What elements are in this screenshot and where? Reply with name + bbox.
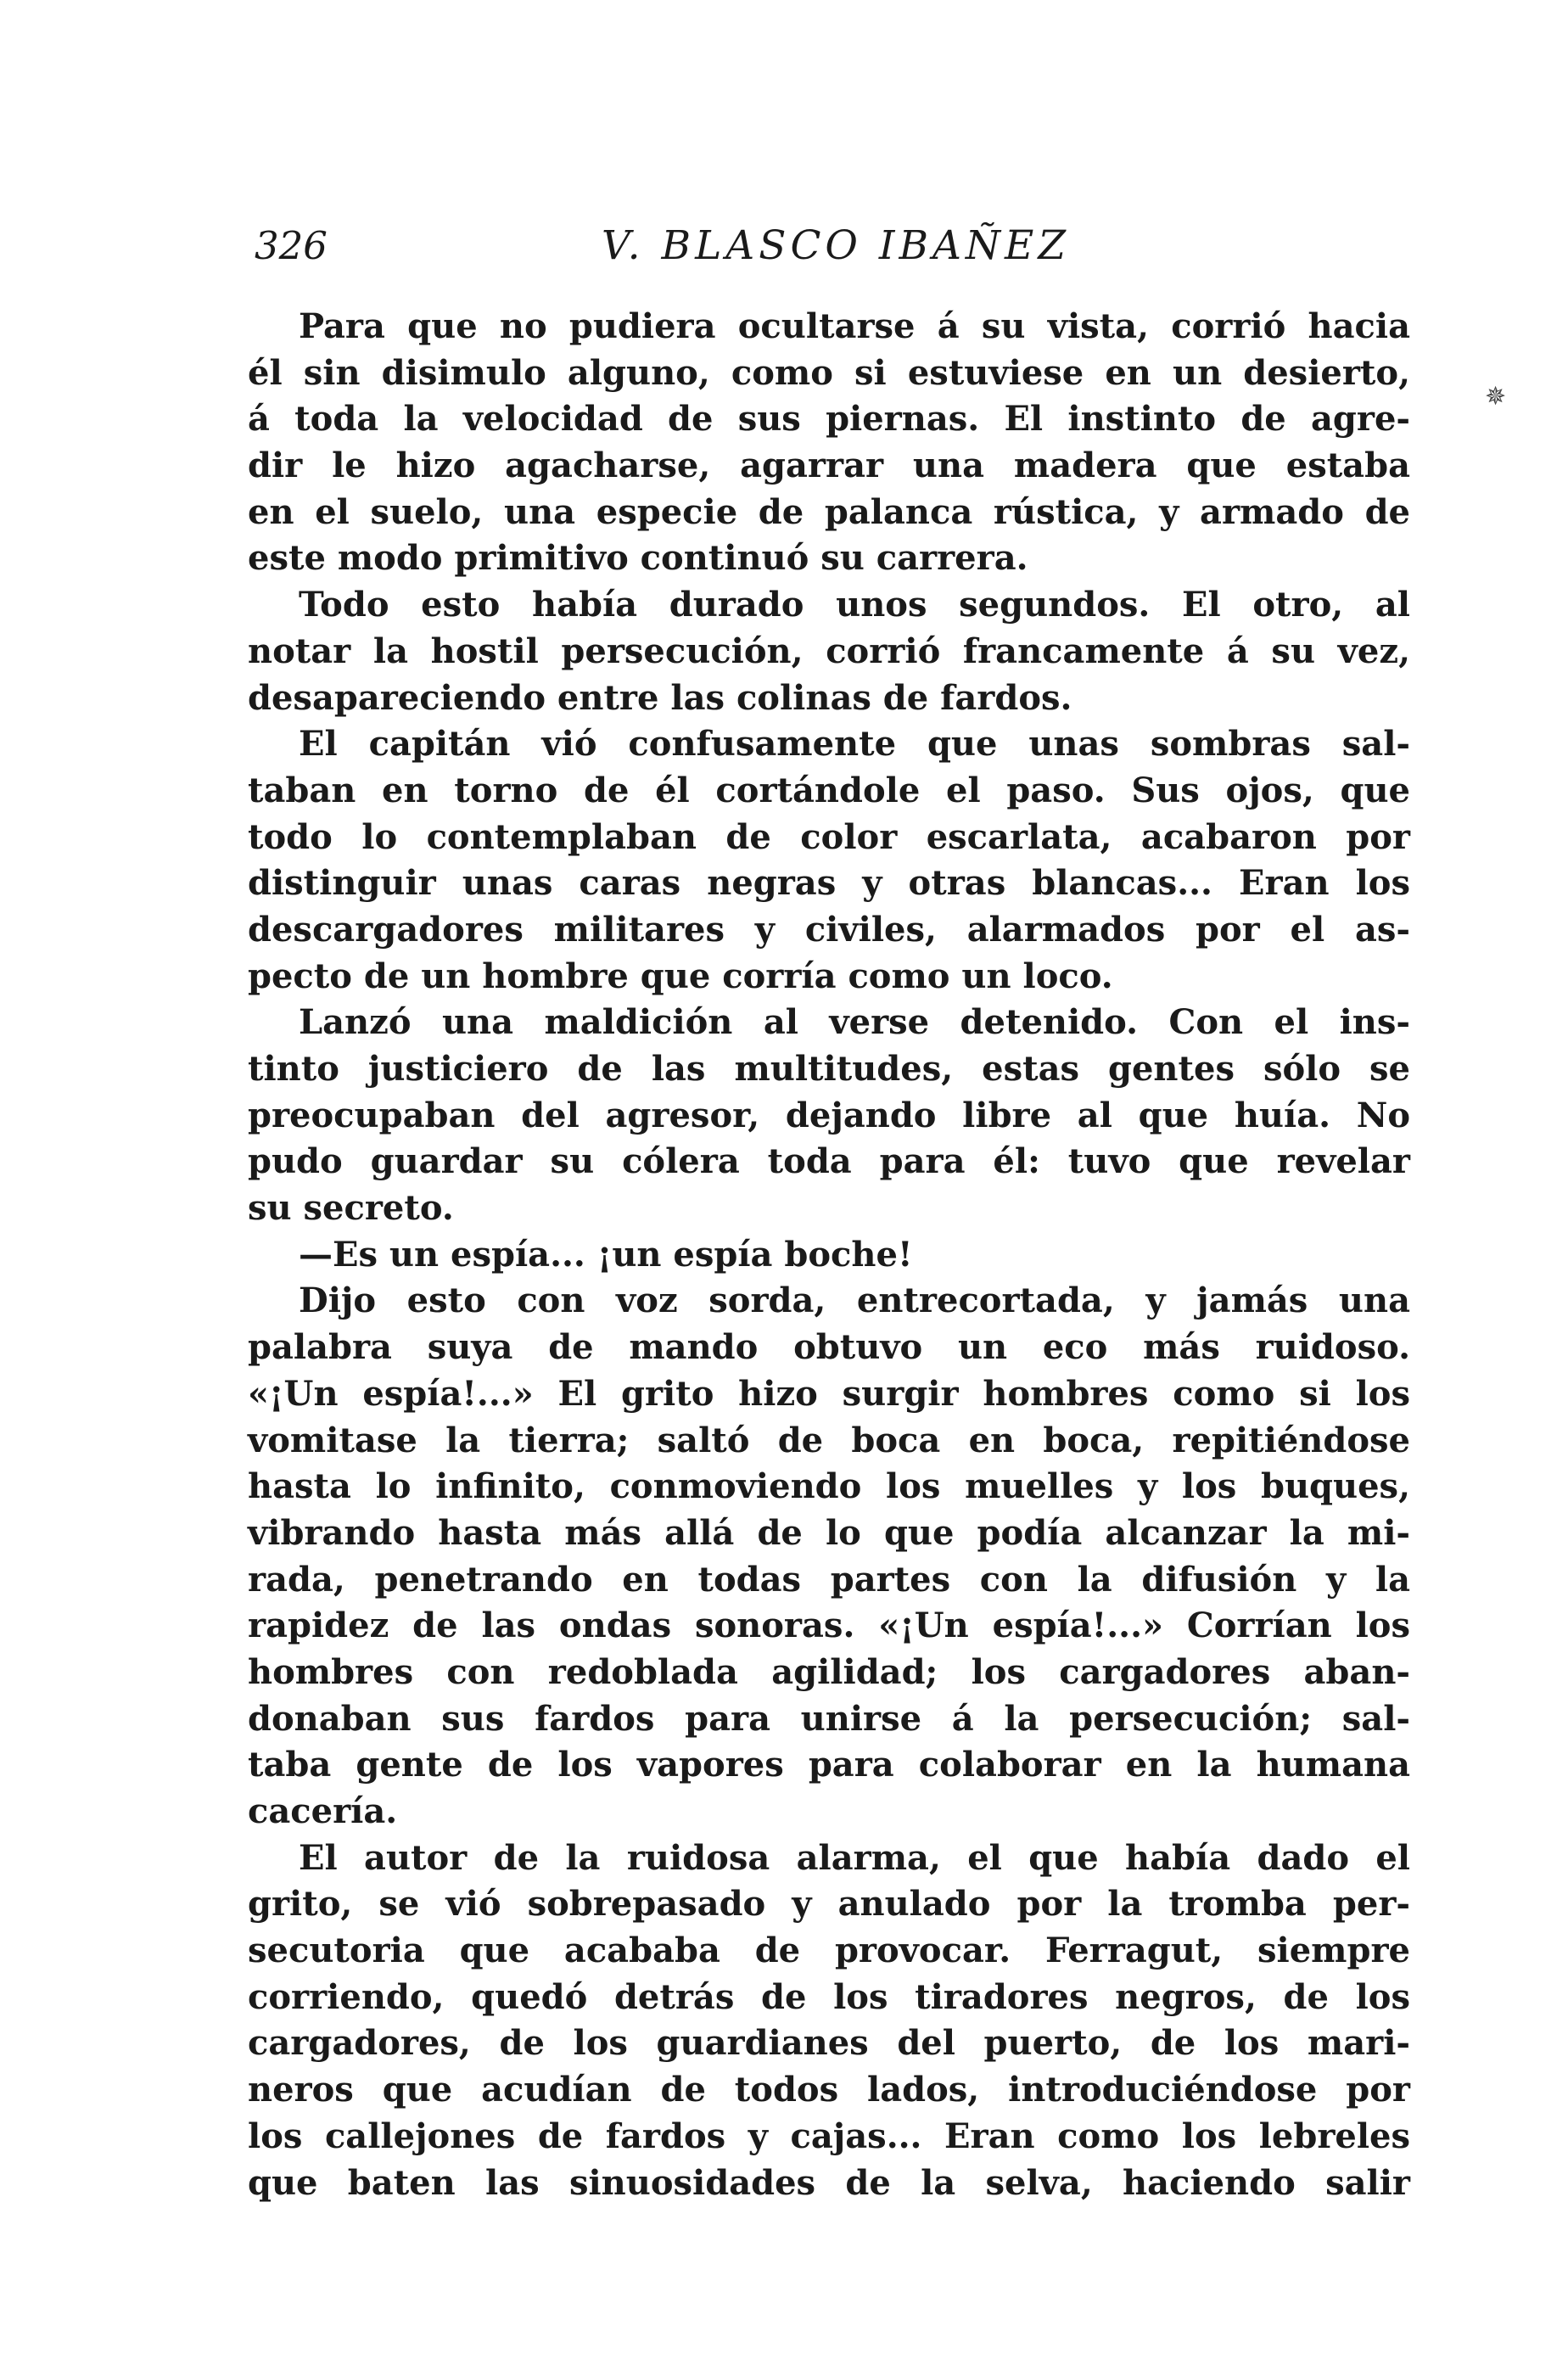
text-line: —Es un espía... ¡un espía boche! <box>299 1234 913 1275</box>
text-line: neros que acudían de todos lados, introduciéndose por <box>248 2070 1410 2110</box>
running-head: V. BLASCO IBAÑEZ <box>601 222 1071 269</box>
text-line: en el suelo, una especie de palanca rústica, y armado de <box>248 491 1410 532</box>
text-line: Todo esto había durado unos segundos. El otro, al <box>299 585 1410 625</box>
text-line: su secreto. <box>248 1188 454 1229</box>
text-line: tinto justiciero de las multitudes, estas gentes sólo se <box>248 1049 1410 1089</box>
text-line: pudo guardar su cólera toda para él: tuvo que revelar <box>248 1141 1410 1182</box>
text-line: distinguir unas caras negras y otras blancas... Eran los <box>248 863 1410 904</box>
text-line: taban en torno de él cortándole el paso. Sus ojos, que <box>248 770 1410 810</box>
text-line: él sin disimulo alguno, como si estuviese en un desierto, <box>248 352 1410 393</box>
text-line: todo lo contemplaban de color escarlata, acabaron por <box>248 816 1410 857</box>
text-line: corriendo, quedó detrás de los tiradores negros, de los <box>248 1976 1410 2017</box>
text-line: taba gente de los vapores para colaborar en la humana <box>248 1745 1410 1785</box>
stray-mark-icon: ✵ <box>1485 382 1507 412</box>
text-line: á toda la velocidad de sus piernas. El instinto de agre- <box>248 399 1410 440</box>
text-line: rada, penetrando en todas partes con la difusión y la <box>248 1559 1410 1600</box>
text-line: notar la hostil persecución, corrió francamente á su vez, <box>248 630 1410 671</box>
text-line: El autor de la ruidosa alarma, el que había dado el <box>299 1837 1410 1878</box>
body-text <box>248 304 1410 2206</box>
text-line: palabra suya de mando obtuvo un eco más ruidoso. <box>248 1327 1410 1368</box>
text-line: preocupaban del agresor, dejando libre al que huía. No <box>248 1095 1410 1135</box>
text-line: los callejones de fardos y cajas... Eran como los lebreles <box>248 2115 1410 2156</box>
text-line: rapidez de las ondas sonoras. «¡Un espía!...» Corrían los <box>248 1605 1410 1646</box>
text-line: este modo primitivo continuó su carrera. <box>248 538 1028 579</box>
text-line: pecto de un hombre que corría como un loco. <box>248 955 1113 996</box>
text-line: Dijo esto con voz sorda, entrecortada, y jamás una <box>299 1280 1410 1321</box>
text-line: que baten las sinuosidades de la selva, haciendo salir <box>248 2162 1410 2203</box>
text-line: grito, se vió sobrepasado y anulado por la tromba per- <box>248 1884 1410 1925</box>
text-line: vibrando hasta más allá de lo que podía alcanzar la mi- <box>248 1512 1410 1553</box>
page-header <box>255 216 1417 276</box>
text-line: hombres con redoblada agilidad; los cargadores aban- <box>248 1651 1410 1692</box>
text-line: dir le hizo agacharse, agarrar una madera que estaba <box>248 446 1410 486</box>
text-line: Para que no pudiera ocultarse á su vista, corrió hacia <box>299 306 1410 346</box>
text-line: «¡Un espía!...» El grito hizo surgir hombres como si los <box>248 1373 1410 1414</box>
text-line: El capitán vió confusamente que unas sombras sal- <box>299 724 1410 765</box>
text-line: hasta lo infinito, conmoviendo los muelles y los buques, <box>248 1466 1410 1507</box>
page-number: 326 <box>255 223 328 268</box>
text-line: Lanzó una maldición al verse detenido. Con el ins- <box>299 1002 1410 1043</box>
text-line: cacería. <box>248 1791 398 1831</box>
text-line: desapareciendo entre las colinas de fardos. <box>248 677 1072 718</box>
text-line: secutoria que acababa de provocar. Ferragut, siempre <box>248 1930 1410 1971</box>
text-line: donaban sus fardos para unirse á la persecución; sal- <box>248 1698 1410 1739</box>
text-line: cargadores, de los guardianes del puerto, de los mari- <box>248 2023 1410 2064</box>
text-line: vomitase la tierra; saltó de boca en boca, repitiéndose <box>248 1420 1410 1460</box>
text-line: descargadores militares y civiles, alarmados por el as- <box>248 909 1410 950</box>
